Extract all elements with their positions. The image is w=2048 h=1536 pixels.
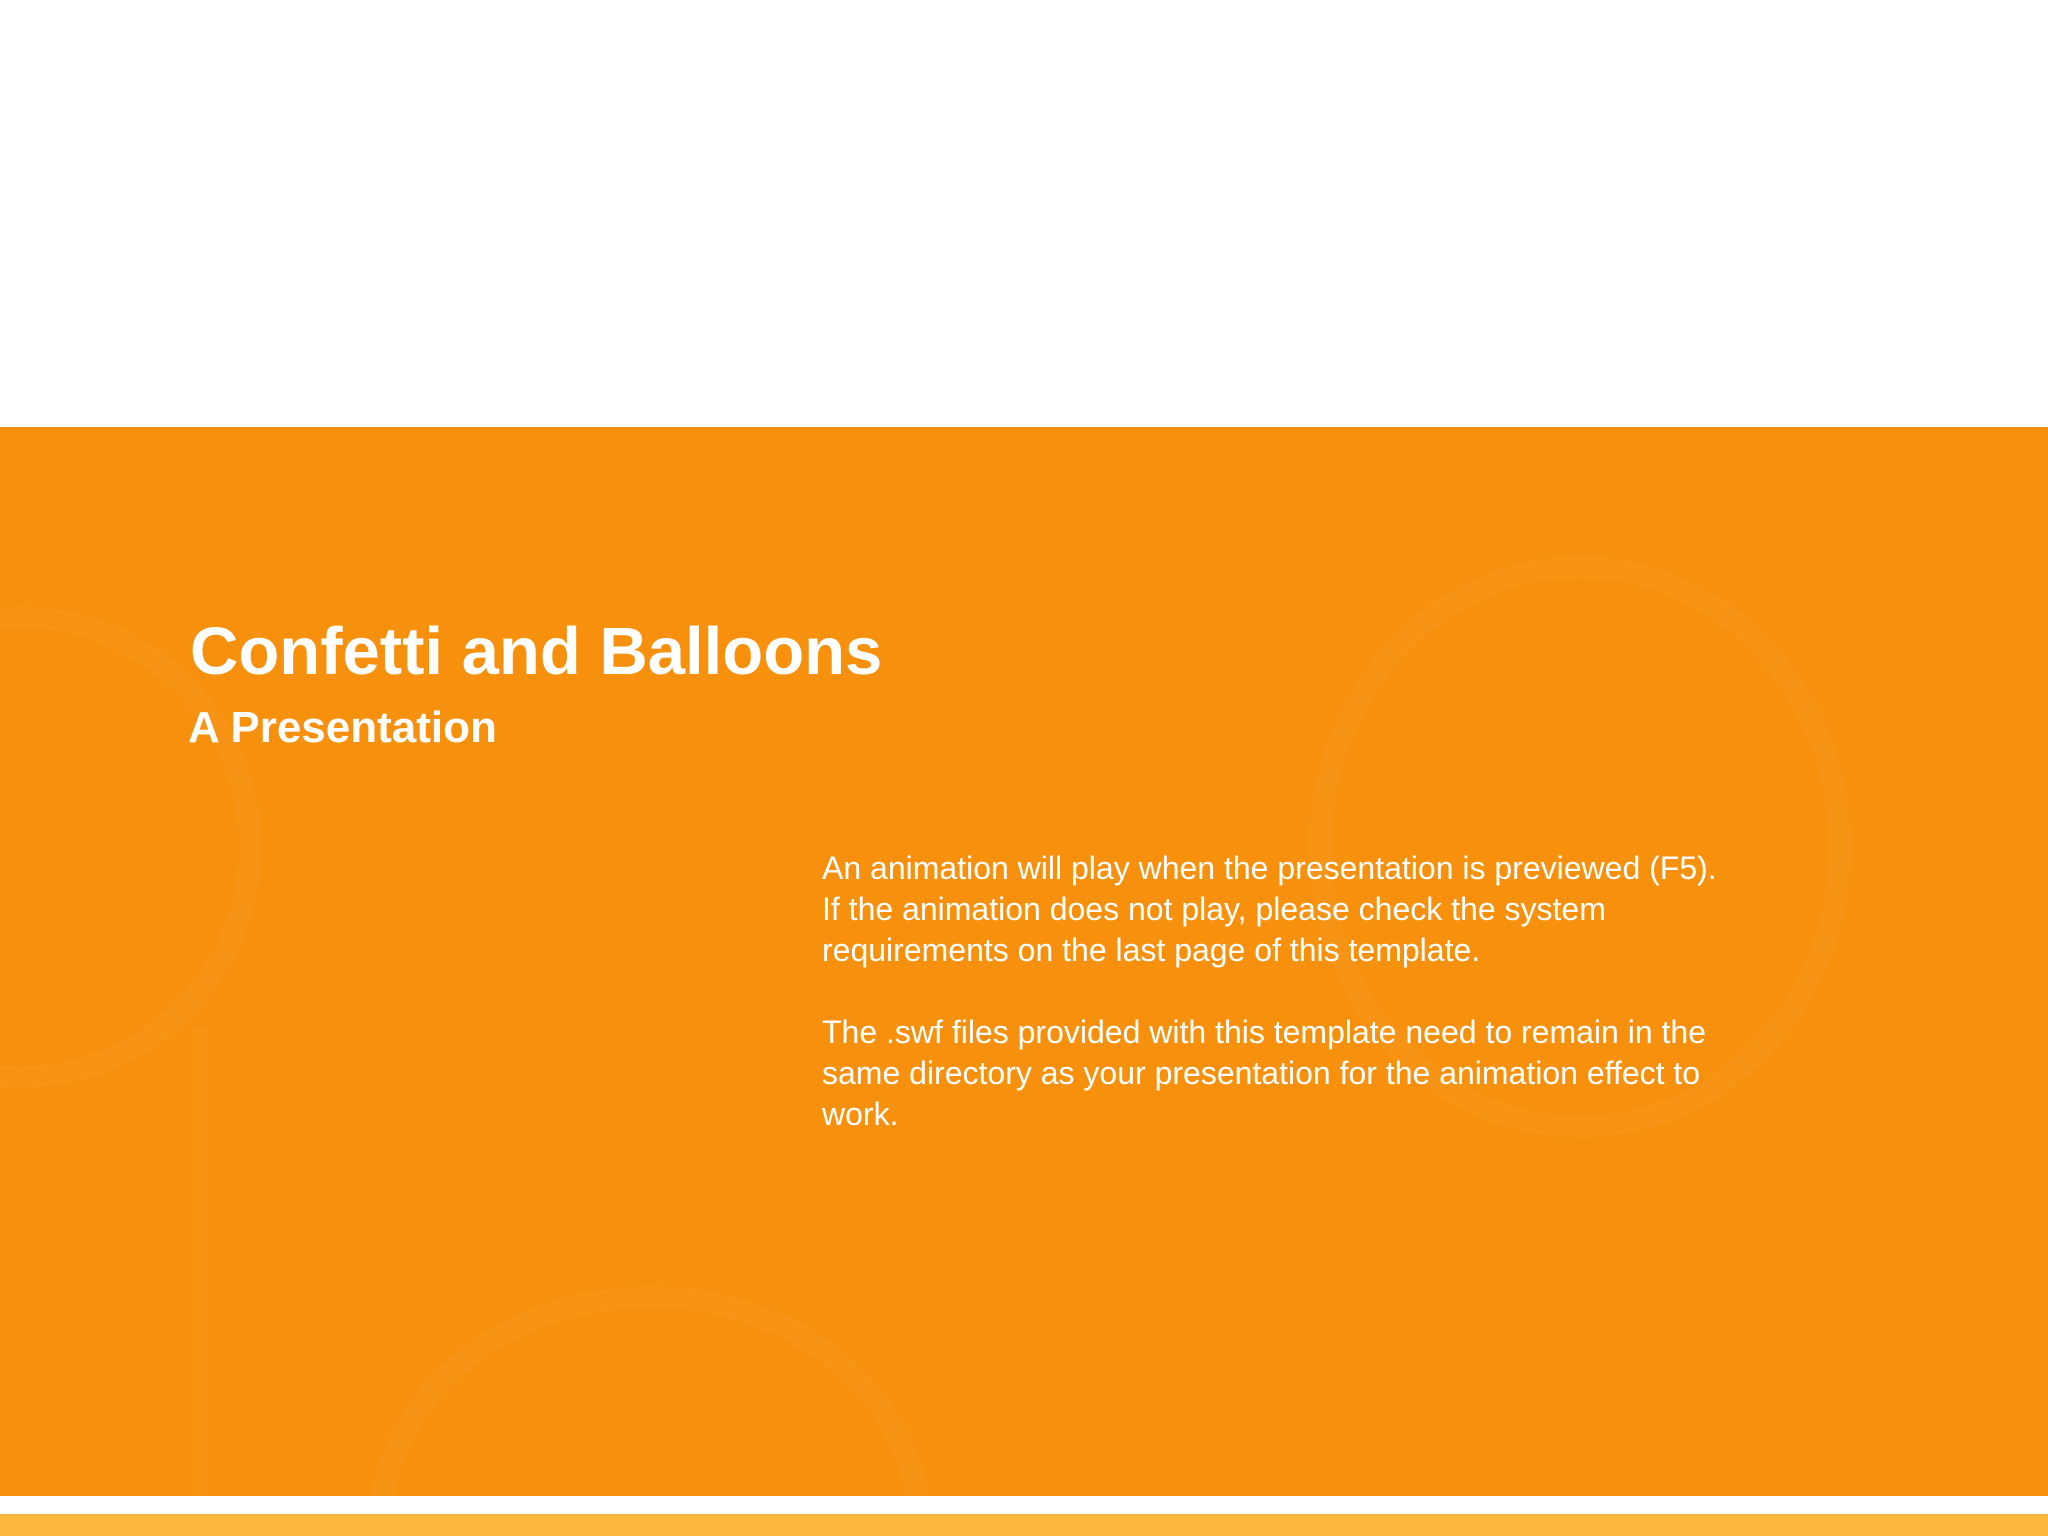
slide-subtitle: A Presentation xyxy=(188,703,497,752)
balloon-outline-bottom xyxy=(380,1297,920,1496)
body-text xyxy=(822,848,1822,1135)
paragraph-gap xyxy=(822,971,1822,1012)
body-line: requirements on the last page of this template. xyxy=(822,932,1481,968)
body-line: The .swf files provided with this template need to remain in the xyxy=(822,1014,1706,1050)
footer-white-line xyxy=(0,1496,2048,1514)
footer-stripe xyxy=(0,1514,2048,1536)
slide-title: Confetti and Balloons xyxy=(190,614,883,689)
body-line: An animation will play when the presentation is previewed (F5). xyxy=(822,850,1717,886)
body-line: same directory as your presentation for the animation effect to xyxy=(822,1055,1701,1091)
body-line: If the animation does not play, please check the system xyxy=(822,891,1606,927)
body-line: work. xyxy=(822,1096,899,1132)
top-white-area xyxy=(0,0,2048,427)
